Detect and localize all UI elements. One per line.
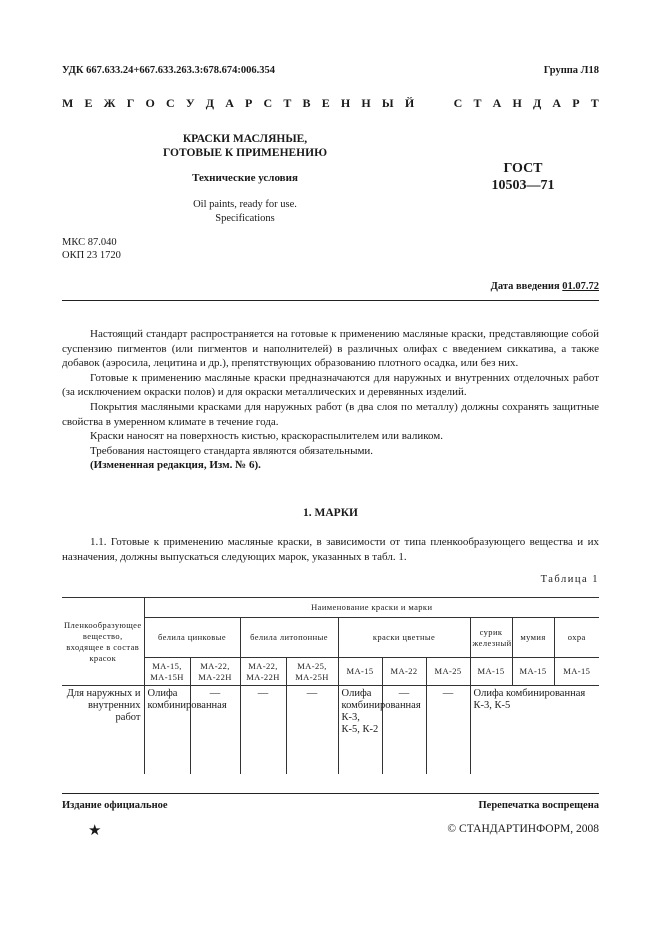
okp-code: ОКП 23 1720	[62, 250, 121, 261]
banner-letter: У	[185, 96, 195, 110]
title-line: ГОТОВЫЕ К ПРИМЕНЕНИЮ	[162, 147, 328, 159]
document-title	[140, 132, 350, 160]
english-title-line: Oil paints, ready for use.	[193, 199, 297, 210]
date-label: Дата введения	[490, 281, 560, 292]
revision-note: (Измененная редакция, Изм. № 6).	[90, 459, 261, 472]
star-icon: ★	[88, 823, 102, 839]
banner-gap	[439, 96, 442, 111]
paragraph: Краски наносят на поверхность кистью, краскораспылителем или валиком.	[90, 430, 443, 443]
banner-letter: Т	[590, 96, 599, 110]
banner-letter: А	[225, 96, 234, 110]
gost-number	[468, 160, 578, 194]
paragraph: Готовые к применению масляные краски предназначаются для наружных и внутренних отделочных работ (за исключением окраски полов) и для окраски металлических и деревянных изделий.	[62, 371, 599, 399]
mark-cell: МА-15	[512, 658, 554, 686]
table-cell: Олифа комбинированная	[144, 686, 190, 774]
mark-cell: МА-25	[426, 658, 470, 686]
paragraph: 1.1. Готовые к применению масляные краски, в зависимости от типа пленкообразующего вещества и их назначения, должны выпускаться следующих марок, указанных в табл. 1.	[62, 536, 599, 563]
section-title: 1. МАРКИ	[303, 507, 358, 519]
banner-letter: С	[453, 96, 463, 110]
mark-cell: МА-15	[338, 658, 382, 686]
official-edition: Издание официальное	[62, 800, 168, 811]
date-value: 01.07.72	[562, 281, 599, 292]
banner-letter: Д	[205, 96, 215, 110]
mark-cell: МА-22, МА-22Н	[190, 658, 240, 686]
technical-conditions: Технические условия	[192, 172, 298, 184]
table-cell: —	[382, 686, 426, 774]
udk-code: УДК 667.633.24+667.633.263.3:678.674:006.354	[62, 65, 275, 76]
table-cell: —	[286, 686, 338, 774]
banner-letter: Р	[572, 96, 580, 110]
banner-letter: Т	[283, 96, 292, 110]
table-cell: —	[426, 686, 470, 774]
intro-text	[62, 327, 599, 473]
main-header-cell: Наименование краски и марки	[144, 598, 599, 618]
paragraph: Покрытия масляными красками для наружных работ (в два слоя по металлу) должны сохранять защитные свойства в умеренном климате в течение года.	[62, 400, 599, 428]
banner-letter: Е	[321, 96, 330, 110]
row-label-cell: Для наружных и внутренних работ	[62, 686, 144, 774]
banner-letter: Р	[245, 96, 253, 110]
mark-cell: МА-22	[382, 658, 426, 686]
table-cell: —	[190, 686, 240, 774]
copyright: © СТАНДАРТИНФОРМ, 2008	[447, 823, 599, 835]
group-header-cell: мумия	[512, 618, 554, 658]
banner-letter: В	[302, 96, 311, 110]
reprint-notice: Перепечатка воспрещена	[478, 800, 599, 811]
marks-table	[62, 597, 599, 774]
banner-letter: Н	[512, 96, 522, 110]
title-line: КРАСКИ МАСЛЯНЫЕ,	[182, 133, 308, 145]
group-header-cell: белила литопонные	[240, 618, 338, 658]
mark-cell: МА-25, МА-25Н	[286, 658, 338, 686]
banner-letter: Е	[84, 96, 93, 110]
introduction-date	[491, 281, 599, 292]
divider	[62, 793, 599, 794]
banner-letter: А	[492, 96, 502, 110]
banner-letter: О	[145, 96, 155, 110]
banner-letter: С	[165, 96, 175, 110]
gost-label: ГОСТ	[503, 161, 543, 176]
banner-letter: А	[552, 96, 562, 110]
section-text	[62, 535, 599, 564]
mark-cell: МА-22, МА-22Н	[240, 658, 286, 686]
banner-letter: Ы	[381, 96, 394, 110]
classification-codes	[62, 236, 121, 262]
group-header-cell: белила цинковые	[144, 618, 240, 658]
mks-code: МКС 87.040	[62, 237, 117, 248]
banner-letter: Д	[532, 96, 542, 110]
mark-cell: МА-15	[554, 658, 599, 686]
group-code: Группа Л18	[543, 65, 599, 76]
banner-letter: Ж	[103, 96, 116, 110]
english-title-line: Specifications	[215, 213, 275, 224]
table-cell: —	[240, 686, 286, 774]
banner-letter: Н	[340, 96, 351, 110]
mark-cell: МА-15, МА-15Н	[144, 658, 190, 686]
table-cell: Олифа комбинированная К-3, К-5	[470, 686, 599, 774]
banner-letter: Г	[126, 96, 135, 110]
row-header-cell: Пленкообразующее вещество, входящее в состав красок	[62, 598, 144, 686]
paragraph: Настоящий стандарт распространяется на готовые к применению масляные краски, представляющие собой суспензию пигментов (или пигментов и наполнителей) в различных олифах с введением сиккатива, а также добавок (аэросила, лецитина и др.), препятствующих образованию плотного осадка, или без них.	[62, 328, 599, 370]
group-header-cell: сурик железный	[470, 618, 512, 658]
gost-value: 10503—71	[491, 178, 555, 193]
group-header-cell: охра	[554, 618, 599, 658]
banner-letter: Н	[361, 96, 371, 110]
english-title	[140, 198, 350, 226]
divider	[62, 300, 599, 301]
banner-letter: Т	[473, 96, 482, 110]
banner-letter: М	[62, 96, 74, 110]
paragraph: Требования настоящего стандарта являются обязательными.	[90, 444, 374, 457]
mark-cell: МА-15	[470, 658, 512, 686]
table-caption: Таблица 1	[540, 574, 599, 585]
table-cell: Олифа комбинированная К-3, К-5, К-2	[338, 686, 382, 774]
banner-gap	[425, 96, 428, 111]
banner-letter: С	[263, 96, 273, 110]
standard-banner	[62, 96, 599, 111]
banner-letter: Й	[404, 96, 415, 110]
group-header-cell: краски цветные	[338, 618, 470, 658]
